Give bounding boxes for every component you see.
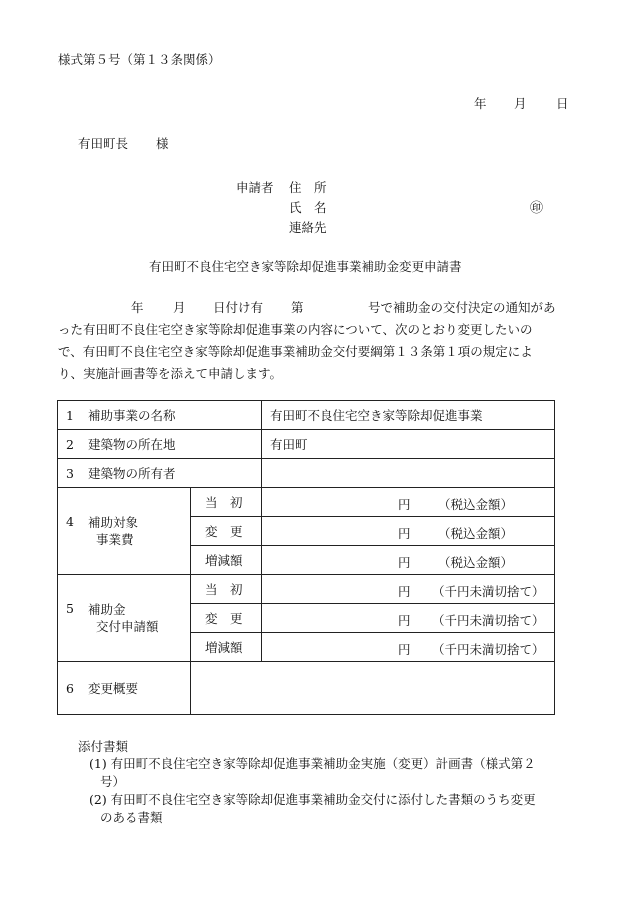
applicant-label: 申請者: [236, 180, 274, 195]
addressee: [78, 134, 169, 152]
value-cost-initial[interactable]: 円 （税込金額）: [262, 488, 555, 517]
attachment-item-1: (1) 有田町不良住宅空き家等除却促進事業補助金実施（変更）計画書（様式第２: [89, 756, 536, 771]
label-change-summary: 6 変更概要: [58, 662, 191, 715]
table-row-location: [58, 430, 555, 459]
body-line-4: り、実施計画書等を添えて申請します。: [58, 366, 283, 381]
table-row-subsidy-initial: [58, 575, 555, 604]
date-month: 月: [514, 96, 527, 111]
sub-cost-initial: 当 初: [191, 488, 262, 517]
attachments-heading: 添付書類: [78, 739, 129, 754]
value-change-summary[interactable]: [191, 662, 555, 715]
attachment-item-2: (2) 有田町不良住宅空き家等除却促進事業補助金交付に添付した書類のうち変更: [89, 792, 536, 807]
value-project-name: 有田町不良住宅空き家等除却促進事業: [262, 401, 555, 430]
value-subsidy-changed[interactable]: 円 （千円未満切捨て）: [262, 604, 555, 633]
body-number-suffix: 号で補助金の交付決定の通知があ: [368, 300, 556, 315]
body-line-2: った有田町不良住宅空き家等除却促進事業の内容について、次のとおり変更したいの: [58, 322, 533, 337]
attachment-item-2-cont: のある書類: [100, 810, 163, 825]
body-day-ref: 日付け有: [213, 300, 264, 315]
label-owner: 3 建築物の所有者: [58, 459, 262, 488]
seal-mark: ㊞: [530, 201, 544, 216]
value-subsidy-diff[interactable]: 円 （千円未満切捨て）: [262, 633, 555, 662]
application-table: [57, 400, 555, 715]
label-project-cost: 4 補助対象 事業費: [58, 488, 191, 575]
body-line-3: で、有田町不良住宅空き家等除却促進事業補助金交付要綱第１３条第１項の規定によ: [58, 344, 533, 359]
document-title: 有田町不良住宅空き家等除却促進事業補助金変更申請書: [149, 259, 462, 274]
form-number: 様式第５号（第１３条関係）: [58, 52, 221, 67]
body-line-1: [58, 297, 578, 319]
body-paragraph: [58, 297, 578, 385]
table-row-project-name: [58, 401, 555, 430]
body-year: 年: [131, 300, 144, 315]
applicant-name-label: 氏 名: [289, 200, 327, 215]
addressee-name: 有田町長: [78, 136, 129, 151]
sub-cost-diff: 増減額: [191, 546, 262, 575]
sub-subsidy-diff: 増減額: [191, 633, 262, 662]
attachment-item-1-cont: 号）: [100, 774, 126, 789]
label-location: 2 建築物の所在地: [58, 430, 262, 459]
value-cost-diff[interactable]: 円 （税込金額）: [262, 546, 555, 575]
applicant-address-label: 住 所: [289, 180, 327, 195]
table-row-project-cost-initial: [58, 488, 555, 517]
body-number-prefix: 第: [291, 300, 304, 315]
sub-cost-changed: 変 更: [191, 517, 262, 546]
sub-subsidy-initial: 当 初: [191, 575, 262, 604]
table-row-change-summary: [58, 662, 555, 715]
value-cost-changed[interactable]: 円 （税込金額）: [262, 517, 555, 546]
label-subsidy: 5 補助金 交付申請額: [58, 575, 191, 662]
table-row-owner: [58, 459, 555, 488]
date-year: 年: [474, 96, 487, 111]
value-subsidy-initial[interactable]: 円 （千円未満切捨て）: [262, 575, 555, 604]
applicant-contact-label: 連絡先: [289, 220, 327, 235]
value-owner[interactable]: [262, 459, 555, 488]
sub-subsidy-changed: 変 更: [191, 604, 262, 633]
date-line: [474, 94, 569, 112]
value-location[interactable]: 有田町: [262, 430, 555, 459]
body-month: 月: [173, 300, 186, 315]
label-project-name: 1 補助事業の名称: [58, 401, 262, 430]
addressee-honorific: 様: [156, 136, 169, 151]
date-day: 日: [556, 96, 569, 111]
